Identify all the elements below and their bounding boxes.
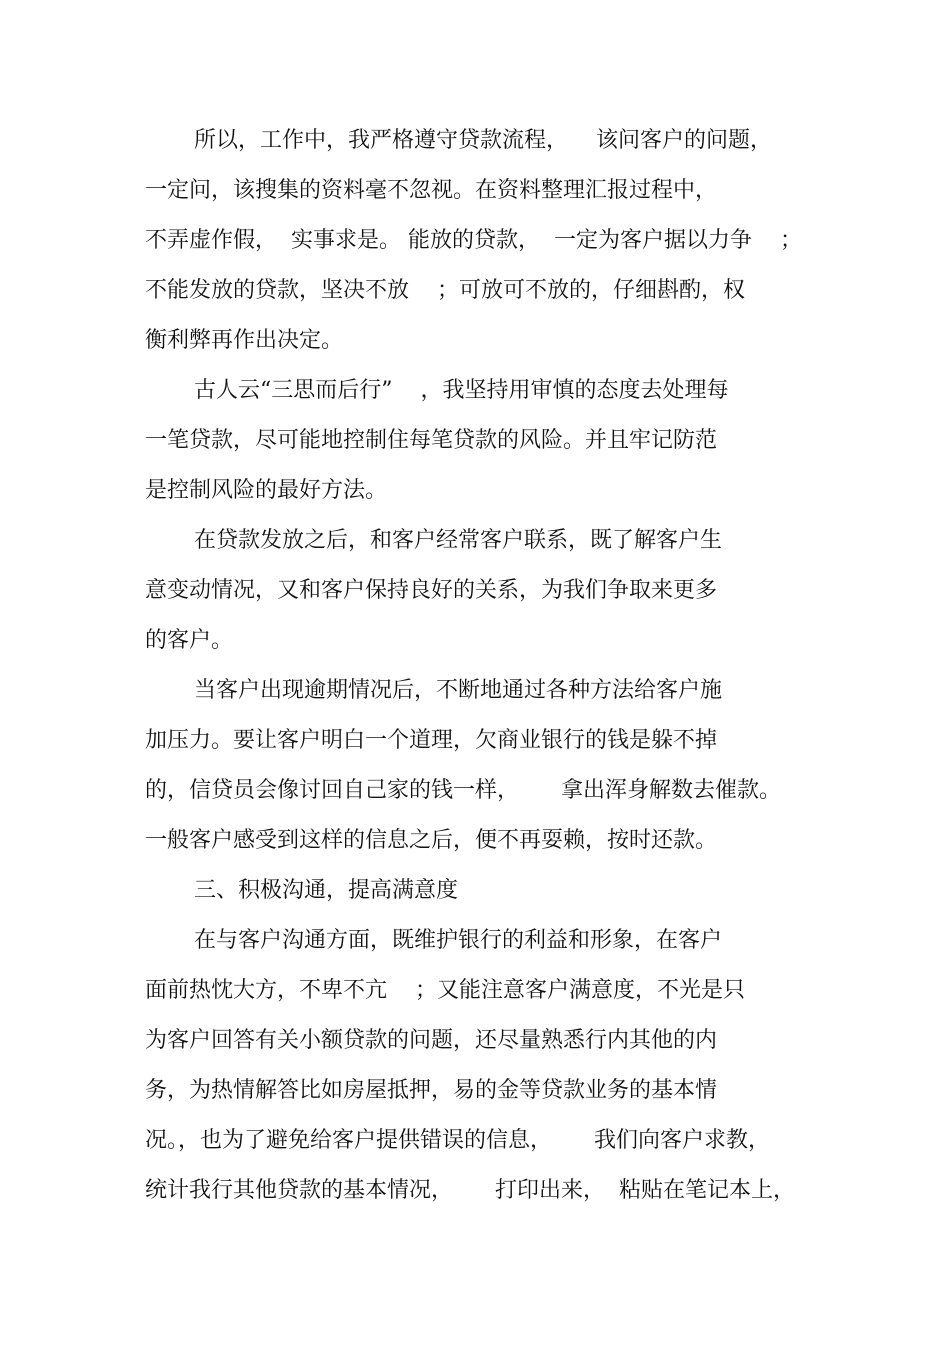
paragraph-line: 所以，工作中，我严格遵守贷款流程， 该问客户的问题， bbox=[194, 128, 772, 153]
paragraph-line: 面前热忱大方，不卑不亢 ；又能注意客户满意度，不光是只 bbox=[145, 978, 745, 1003]
paragraph-line: 在与客户沟通方面，既维护银行的利益和形象，在客户 bbox=[194, 928, 723, 953]
paragraph-line: 当客户出现逾期情况后，不断地通过各种方法给客户施 bbox=[194, 678, 723, 703]
paragraph-line: 的客户。 bbox=[145, 628, 234, 653]
paragraph-line: 的，信贷员会像讨回自己家的钱一样， 拿出浑身解数去催款。 bbox=[145, 778, 781, 803]
paragraph-line: 不能发放的贷款，坚决不放 ；可放可不放的，仔细斟酌，权 bbox=[145, 278, 745, 303]
paragraph-line: 是控制风险的最好方法。 bbox=[145, 478, 388, 503]
paragraph-line: 为客户回答有关小额贷款的问题，还尽量熟悉行内其他的内 bbox=[145, 1028, 718, 1053]
paragraph-line: 古人云“三思而后行” ，我坚持用审慎的态度去处理每 bbox=[194, 378, 729, 403]
paragraph-line: 况。，也为了避免给客户提供错误的信息， 我们向客户求教， bbox=[145, 1128, 770, 1153]
paragraph-line: 意变动情况，又和客户保持良好的关系，为我们争取来更多 bbox=[145, 578, 718, 603]
paragraph-line: 在贷款发放之后，和客户经常客户联系，既了解客户生 bbox=[194, 528, 723, 553]
paragraph-line: 务，为热情解答比如房屋抵押，易的金等贷款业务的基本情 bbox=[145, 1078, 718, 1103]
paragraph-line: 一般客户感受到这样的信息之后，便不再耍赖，按时还款。 bbox=[145, 828, 718, 853]
paragraph-line: 加压力。要让客户明白一个道理，欠商业银行的钱是躲不掉 bbox=[145, 728, 718, 753]
paragraph-line: 一定问，该搜集的资料毫不忽视。在资料整理汇报过程中， bbox=[145, 178, 718, 203]
paragraph-line: 不弄虚作假， 实事求是。 能放的贷款， 一定为客户据以力争 ； bbox=[145, 228, 802, 253]
section-heading: 三、积极沟通，提高满意度 bbox=[194, 878, 459, 903]
paragraph-line: 统计我行其他贷款的基本情况， 打印出来， 粘贴在笔记本上， bbox=[145, 1178, 795, 1203]
paragraph-line: 衡利弊再作出决定。 bbox=[145, 328, 344, 353]
paragraph-line: 一笔贷款，尽可能地控制住每笔贷款的风险。并且牢记防范 bbox=[145, 428, 718, 453]
